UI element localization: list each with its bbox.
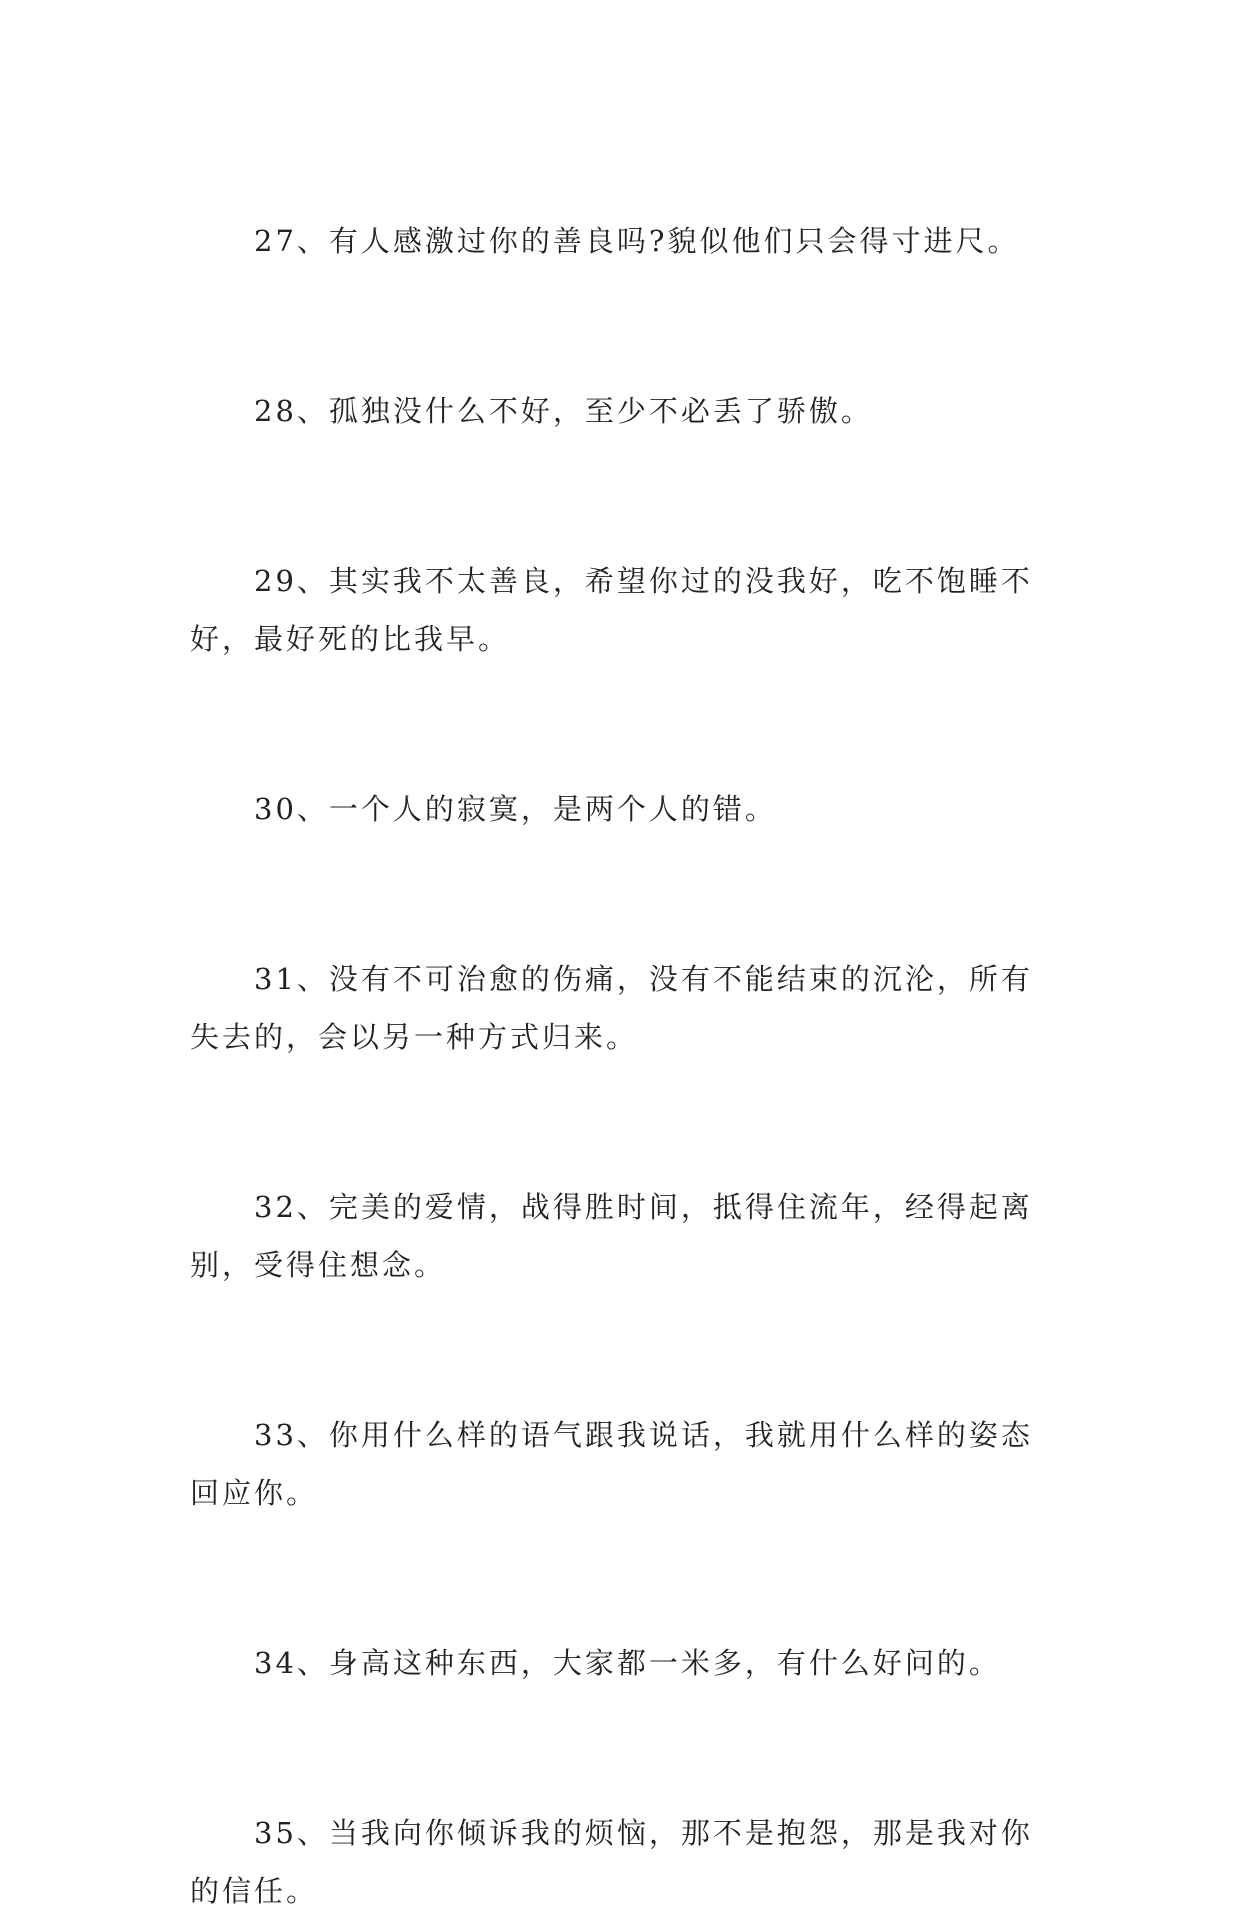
paragraph-31: 31、没有不可治愈的伤痛，没有不能结束的沉沦，所有失去的，会以另一种方式归来。 bbox=[190, 962, 1033, 1054]
paragraph-30: 30、一个人的寂寞，是两个人的错。 bbox=[254, 792, 777, 826]
paragraph-29: 29、其实我不太善良，希望你过的没我好，吃不饱睡不好，最好死的比我早。 bbox=[190, 564, 1033, 656]
paragraph-34: 34、身高这种东西，大家都一米多，有什么好问的。 bbox=[254, 1646, 1001, 1680]
paragraph-27: 27、有人感激过你的善良吗?貌似他们只会得寸进尺。 bbox=[254, 224, 1020, 258]
paragraph-28: 28、孤独没什么不好，至少不必丢了骄傲。 bbox=[254, 394, 873, 428]
paragraph-32: 32、完美的爱情，战得胜时间，抵得住流年，经得起离别，受得住想念。 bbox=[190, 1190, 1033, 1282]
paragraph-35: 35、当我向你倾诉我的烦恼，那不是抱怨，那是我对你的信任。 bbox=[190, 1816, 1033, 1908]
document-body bbox=[190, 212, 1060, 1920]
paragraph-33: 33、你用什么样的语气跟我说话，我就用什么样的姿态回应你。 bbox=[190, 1418, 1033, 1510]
